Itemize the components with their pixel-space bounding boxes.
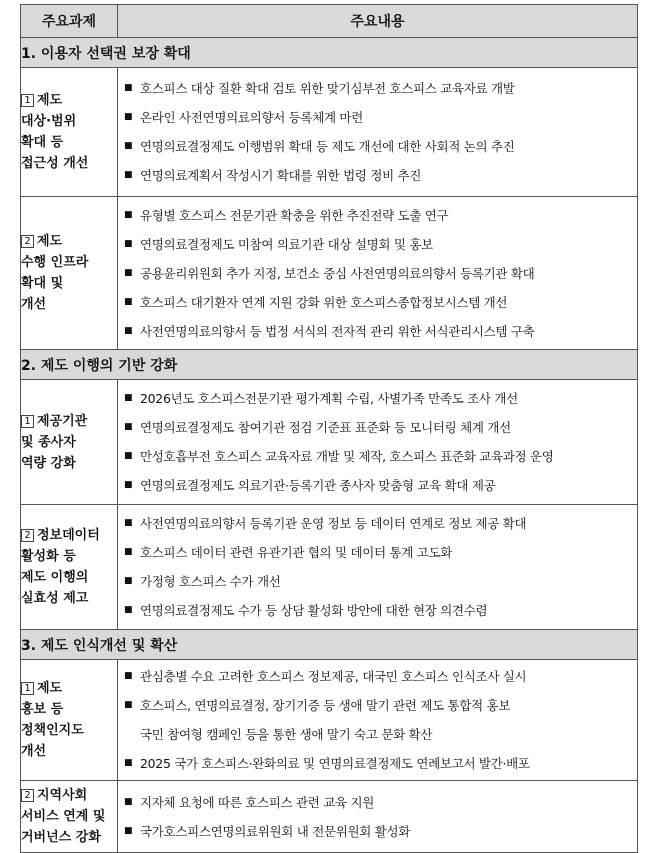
task-name-line: 확대 등 xyxy=(21,135,64,150)
task-row xyxy=(21,380,638,505)
bullet-icon: ■ xyxy=(124,422,133,432)
task-name-line: 지역사회 xyxy=(37,788,88,803)
task-name xyxy=(21,660,118,781)
bullet-icon: ■ xyxy=(124,83,133,93)
task-name-line: 접근성 개선 xyxy=(21,156,89,171)
task-name xyxy=(21,68,118,197)
bullet-icon: ■ xyxy=(124,480,133,490)
bullet-icon: ■ xyxy=(124,238,133,249)
task-name-line: 및 종사자 xyxy=(21,434,76,450)
list-item: ■ 연명의료결정제도 수가 등 상담 활성화 방안에 대한 현장 의견수렴 xyxy=(118,596,637,625)
bullet-icon: ■ xyxy=(124,605,133,615)
task-name-line: 활성화 등 xyxy=(21,549,76,564)
header-content: 주요내용 xyxy=(118,5,638,38)
list-item: ■ 관심층별 수요 고려한 호스피스 정보제공, 대국민 호스피스 인식조사 실시 xyxy=(118,662,637,691)
section-title: 3. 제도 인식개선 및 확산 xyxy=(21,630,638,660)
bullet-icon: ■ xyxy=(124,576,133,586)
list-item: ■ 온라인 사전연명의료의향서 등록체계 마련 xyxy=(118,103,637,132)
bullet-icon: ■ xyxy=(124,209,133,220)
list-item-continuation: 국민 참여형 캠페인 등을 통한 생애 말기 숙고 문화 확산 xyxy=(140,727,433,742)
task-name-line: 제도 이행의 xyxy=(21,570,89,585)
list-item: ■ 연명의료결정제도 의료기관·등록기관 종사자 맞춤형 교육 확대 제공 xyxy=(118,471,637,500)
task-name-line: 개선 xyxy=(21,297,47,312)
task-row xyxy=(21,781,638,853)
bullet-icon: ■ xyxy=(124,325,133,336)
list-item: ■ 공용윤리위원회 추가 지정, 보건소 중심 사전연명의료의향서 등록기관 확대 xyxy=(118,259,637,288)
task-number-box: 2 xyxy=(21,235,34,248)
task-name-line: 대상·범위 xyxy=(21,114,77,129)
policy-task-table xyxy=(20,4,638,853)
task-number-box: 2 xyxy=(21,789,34,802)
bullet-icon: ■ xyxy=(124,112,133,122)
task-name-line: 역량 강화 xyxy=(21,455,76,471)
list-item: ■ 사전연명의료의향서 등 법정 서식의 전자적 관리 위한 서식관리시스템 구축 xyxy=(118,317,637,346)
task-name-line: 제도 xyxy=(37,681,63,696)
task-name-line: 제도 xyxy=(37,234,63,249)
list-item: ■ 연명의료결정제도 참여기관 점검 기준표 표준화 등 모니터링 체계 개선 xyxy=(118,413,637,442)
task-name-line: 제도 xyxy=(37,93,63,108)
task-content xyxy=(118,660,638,781)
bullet-icon: ■ xyxy=(124,671,133,681)
task-name-line: 개선 xyxy=(21,744,47,759)
task-name xyxy=(21,781,118,853)
task-content xyxy=(118,781,638,853)
task-row xyxy=(21,660,638,781)
task-name-line: 제공기관 xyxy=(37,413,88,429)
task-name-line: 거버넌스 강화 xyxy=(21,830,101,845)
task-number-box: 1 xyxy=(21,415,34,428)
task-row xyxy=(21,68,638,197)
list-item: ■ 유형별 호스피스 전문기관 확충을 위한 추진전략 도출 연구 xyxy=(118,201,637,230)
bullet-icon: ■ xyxy=(124,796,133,807)
task-name-line: 수행 인프라 xyxy=(21,255,89,270)
task-name-line: 실효성 제고 xyxy=(21,591,89,606)
bullet-icon: ■ xyxy=(124,267,133,278)
section-title: 2. 제도 이행의 기반 강화 xyxy=(21,350,638,380)
list-item: ■ 가정형 호스피스 수가 개선 xyxy=(118,567,637,596)
task-name xyxy=(21,505,118,630)
task-row xyxy=(21,505,638,630)
list-item: ■ 연명의료결정제도 미참여 의료기관 대상 설명회 및 홍보 xyxy=(118,230,637,259)
list-item: ■ 연명의료계획서 작성시기 확대를 위한 법령 정비 추진 xyxy=(118,161,637,190)
list-item: ■ 국가호스피스연명의료위원회 내 전문위원회 활성화 xyxy=(118,817,637,846)
task-name-line: 정책인지도 xyxy=(21,723,84,738)
task-content xyxy=(118,197,638,350)
bullet-icon: ■ xyxy=(124,547,133,557)
task-name-line: 서비스 연계 및 xyxy=(21,809,106,824)
task-name xyxy=(21,380,118,505)
list-item: ■ 2026년도 호스피스전문기관 평가계획 수립, 사별가족 만족도 조사 개선 xyxy=(118,384,637,413)
bullet-icon: ■ xyxy=(124,825,133,836)
section-title: 1. 이용자 선택권 보장 확대 xyxy=(21,38,638,68)
task-number-box: 1 xyxy=(21,682,34,695)
list-item: ■ 호스피스 대상 질환 확대 검토 위한 맞기심부전 호스피스 교육자료 개발 xyxy=(118,74,637,103)
list-item: ■ 호스피스 데이터 관련 유관기관 협의 및 데이터 통계 고도화 xyxy=(118,538,637,567)
task-name-line: 정보데이터 xyxy=(37,528,100,543)
bullet-icon: ■ xyxy=(124,296,133,307)
bullet-icon: ■ xyxy=(124,451,133,461)
bullet-icon: ■ xyxy=(124,393,133,403)
list-item: ■ 사전연명의료의향서 등록기관 운영 정보 등 데이터 연계로 정보 제공 확대 xyxy=(118,509,637,538)
list-item: ■ 호스피스 대기환자 연계 지원 강화 위한 호스피스종합정보시스템 개선 xyxy=(118,288,637,317)
list-item: ■ 호스피스, 연명의료결정, 장기기증 등 생애 말기 관련 제도 통합적 홍보 xyxy=(118,691,637,720)
task-number-box: 2 xyxy=(21,529,34,542)
task-row xyxy=(21,197,638,350)
task-name-line: 홍보 등 xyxy=(21,702,64,717)
task-number-box: 1 xyxy=(21,94,34,107)
list-item: ■ 지자체 요청에 따른 호스피스 관련 교육 지원 xyxy=(118,788,637,817)
list-item: ■ 연명의료결정제도 이행범위 확대 등 제도 개선에 대한 사회적 논의 추진 xyxy=(118,132,637,161)
task-content xyxy=(118,380,638,505)
list-item: ■ 2025 국가 호스피스·완화의료 및 연명의료결정제도 연례보고서 발간·배포 xyxy=(118,749,637,778)
bullet-icon: ■ xyxy=(124,141,133,151)
task-name xyxy=(21,197,118,350)
task-name-line: 확대 및 xyxy=(21,276,64,291)
bullet-icon: ■ xyxy=(124,170,133,180)
bullet-icon: ■ xyxy=(124,758,133,768)
task-content xyxy=(118,68,638,197)
header-task: 주요과제 xyxy=(21,5,118,38)
task-content xyxy=(118,505,638,630)
bullet-icon: ■ xyxy=(124,700,133,710)
list-item: ■ 만성호흡부전 호스피스 교육자료 개발 및 제작, 호스피스 표준화 교육과정 운영 xyxy=(118,442,637,471)
bullet-icon: ■ xyxy=(124,518,133,528)
